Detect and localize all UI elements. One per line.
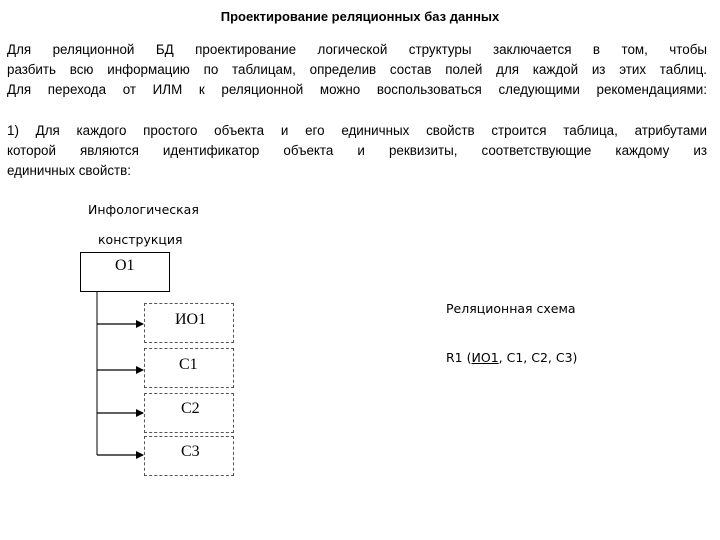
r1-prefix: R1 (	[446, 350, 472, 365]
infological-label-line-1: Инфологическая	[88, 202, 199, 217]
rule-1-line-1: 1) Для каждого простого объекта и его единичных свойств строится таблица, атрибутами	[7, 123, 707, 138]
infological-label-line-2: конструкция	[98, 232, 183, 247]
rule-1-line-3: единичных свойств:	[7, 163, 131, 178]
attribute-c3-label: С3	[181, 443, 200, 460]
intro-line-3: Для перехода от ИЛМ к реляционной можно воспользоваться следующими рекомендациями:	[7, 82, 707, 97]
object-o1-label: О1	[115, 257, 135, 274]
intro-line-1: Для реляционной БД проектирование логической структуры заключается в том, чтобы	[7, 42, 707, 57]
attribute-c2-label: С2	[181, 400, 200, 417]
attribute-io1-box	[144, 303, 234, 343]
attribute-c2-box	[144, 393, 234, 433]
r1-attributes: , С1, С2, С3)	[498, 350, 578, 365]
page-title: Проектирование реляционных баз данных	[220, 9, 500, 24]
relational-schema-r1	[446, 350, 577, 365]
relational-schema-heading: Реляционная схема	[446, 301, 576, 316]
attribute-c3-box	[144, 436, 234, 476]
attribute-c1-box	[144, 348, 234, 388]
attribute-io1-label: ИО1	[175, 311, 207, 328]
object-o1-box	[80, 252, 170, 292]
intro-line-2: разбить всю информацию по таблицам, определив состав полей для каждой из этих таблиц.	[7, 62, 707, 77]
attribute-c1-label: С1	[179, 356, 198, 373]
rule-1-line-2: которой являются идентификатор объекта и реквизиты, соответствующие каждому из	[7, 143, 707, 158]
r1-primary-key: ИО1	[471, 350, 499, 365]
